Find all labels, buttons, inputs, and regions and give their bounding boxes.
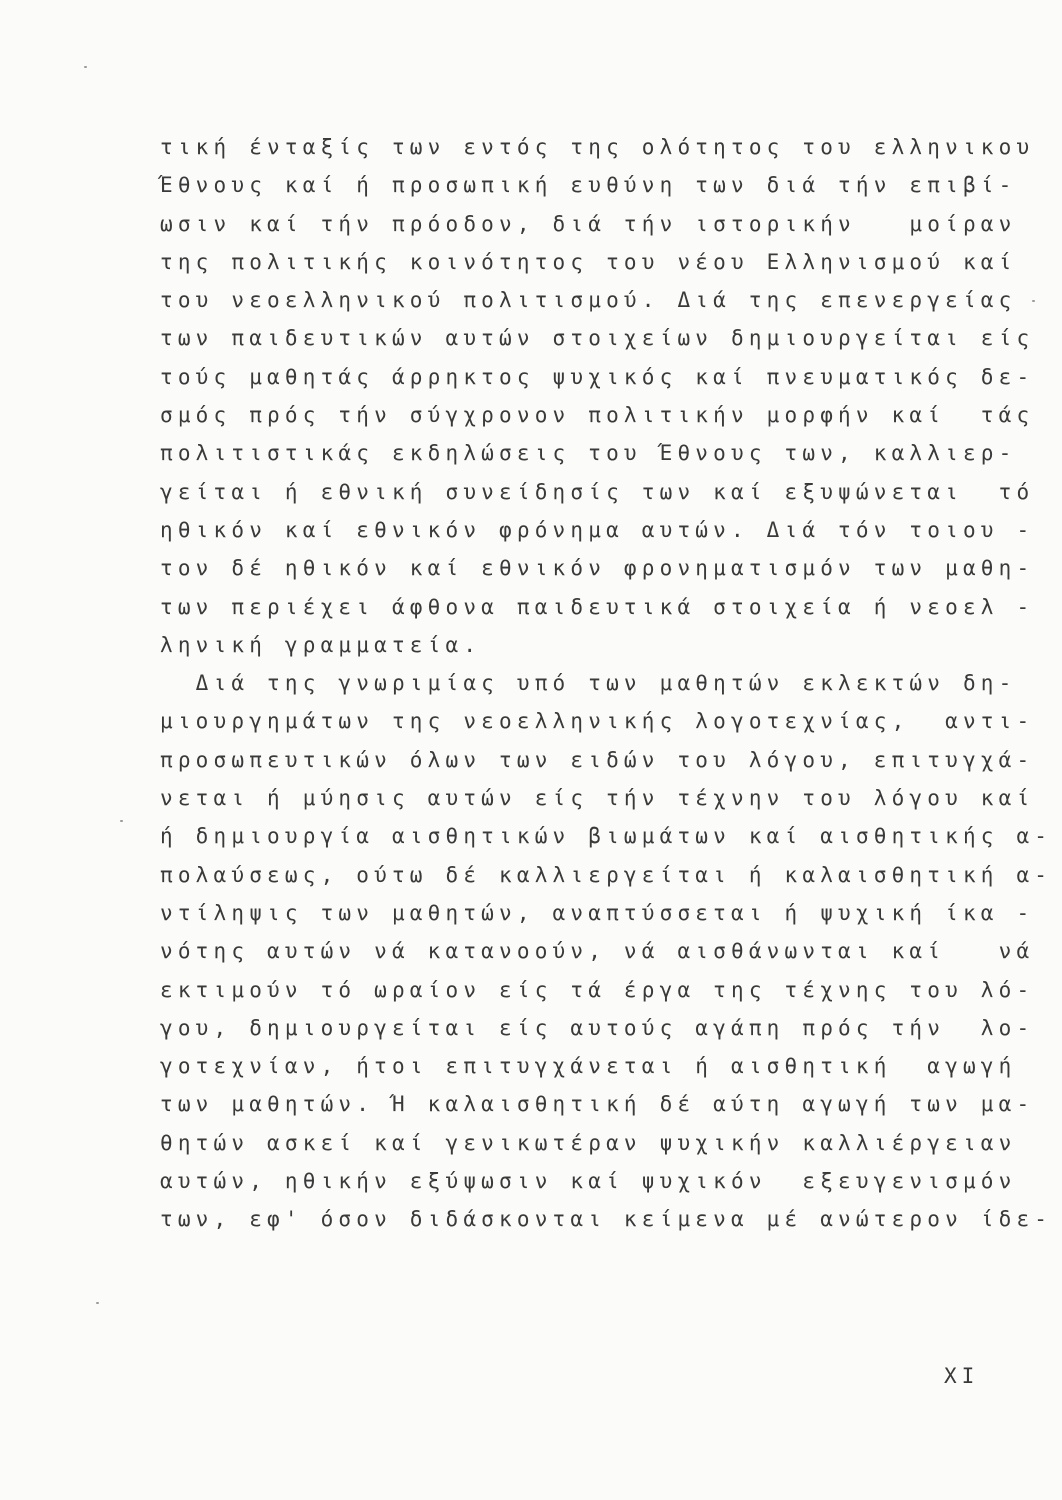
text-line: αυτών, ηθικήν εξύψωσιν καί ψυχικόν εξευγενισμόν <box>160 1169 1017 1194</box>
text-line: γου, δημιουργείται είς αυτούς αγάπη πρός τήν λο- <box>160 1015 1035 1040</box>
paper-speck <box>1032 300 1035 302</box>
text-line: τον δέ ηθικόν καί εθνικόν φρονηματισμόν των μαθη- <box>160 556 1035 581</box>
text-line: μιουργημάτων της νεοελληνικής λογοτεχνίας, αντι- <box>160 709 1035 734</box>
text-line: σμός πρός τήν σύγχρονον πολιτικήν μορφήν καί τάς <box>160 403 1035 428</box>
text-line: της πολιτικής κοινότητος του νέου Ελληνισμού καί <box>160 249 1017 274</box>
paper-speck <box>84 66 87 68</box>
text-line: ντίληψις των μαθητών, αναπτύσσεται ή ψυχική ίκα - <box>160 900 1035 925</box>
paper-speck <box>120 820 123 822</box>
text-line: τούς μαθητάς άρρηκτος ψυχικός καί πνευματικός δε- <box>160 364 1035 389</box>
body-text <box>160 128 1053 1239</box>
text-line: ή δημιουργία αισθητικών βιωμάτων καί αισθητικής α- <box>160 824 1053 849</box>
text-line: ληνική γραμματεία. <box>160 632 482 657</box>
text-line: των περιέχει άφθονα παιδευτικά στοιχεία ή νεοελ - <box>160 594 1035 619</box>
text-line: προσωπευτικών όλων των ειδών του λόγου, επιτυγχά- <box>160 747 1035 772</box>
text-line: Διά της γνωριμίας υπό των μαθητών εκλεκτών δη- <box>160 671 1017 696</box>
paper-speck <box>96 1302 99 1304</box>
text-line: ωσιν καί τήν πρόοδον, διά τήν ιστορικήν μοίραν <box>160 211 1017 236</box>
text-line: πολαύσεως, ούτω δέ καλλιεργείται ή καλαισθητική α- <box>160 862 1053 887</box>
text-line: γοτεχνίαν, ήτοι επιτυγχάνεται ή αισθητική αγωγή <box>160 1054 1017 1079</box>
text-line: γείται ή εθνική συνείδησίς των καί εξυψώνεται τό <box>160 479 1035 504</box>
text-line: των μαθητών. Ή καλαισθητική δέ αύτη αγωγή των μα- <box>160 1092 1035 1117</box>
text-line: νεται ή μύησις αυτών είς τήν τέχνην του λόγου καί <box>160 786 1035 811</box>
text-line: τική ένταξίς των εντός της ολότητος του ελληνικου <box>160 135 1035 159</box>
text-line: εκτιμούν τό ωραίον είς τά έργα της τέχνης του λό- <box>160 977 1035 1002</box>
text-line: Έθνους καί ή προσωπική ευθύνη των διά τήν επιβί- <box>160 173 1017 198</box>
text-line: νότης αυτών νά κατανοούν, νά αισθάνωνται καί νά <box>160 939 1035 964</box>
page-number: XI <box>944 1364 980 1388</box>
text-line: των παιδευτικών αυτών στοιχείων δημιουργείται είς <box>160 326 1035 351</box>
text-line: θητών ασκεί καί γενικωτέραν ψυχικήν καλλιέργειαν <box>160 1130 1017 1155</box>
text-line: του νεοελληνικού πολιτισμού. Διά της επενεργείας <box>160 288 1017 313</box>
text-line: πολιτιστικάς εκδηλώσεις του Έθνους των, καλλιερ- <box>160 441 1017 466</box>
text-line: ηθικόν καί εθνικόν φρόνημα αυτών. Διά τόν τοιου - <box>160 517 1035 542</box>
text-line: των, εφ' όσον διδάσκονται κείμενα μέ ανώτερον ίδε- <box>160 1207 1053 1232</box>
